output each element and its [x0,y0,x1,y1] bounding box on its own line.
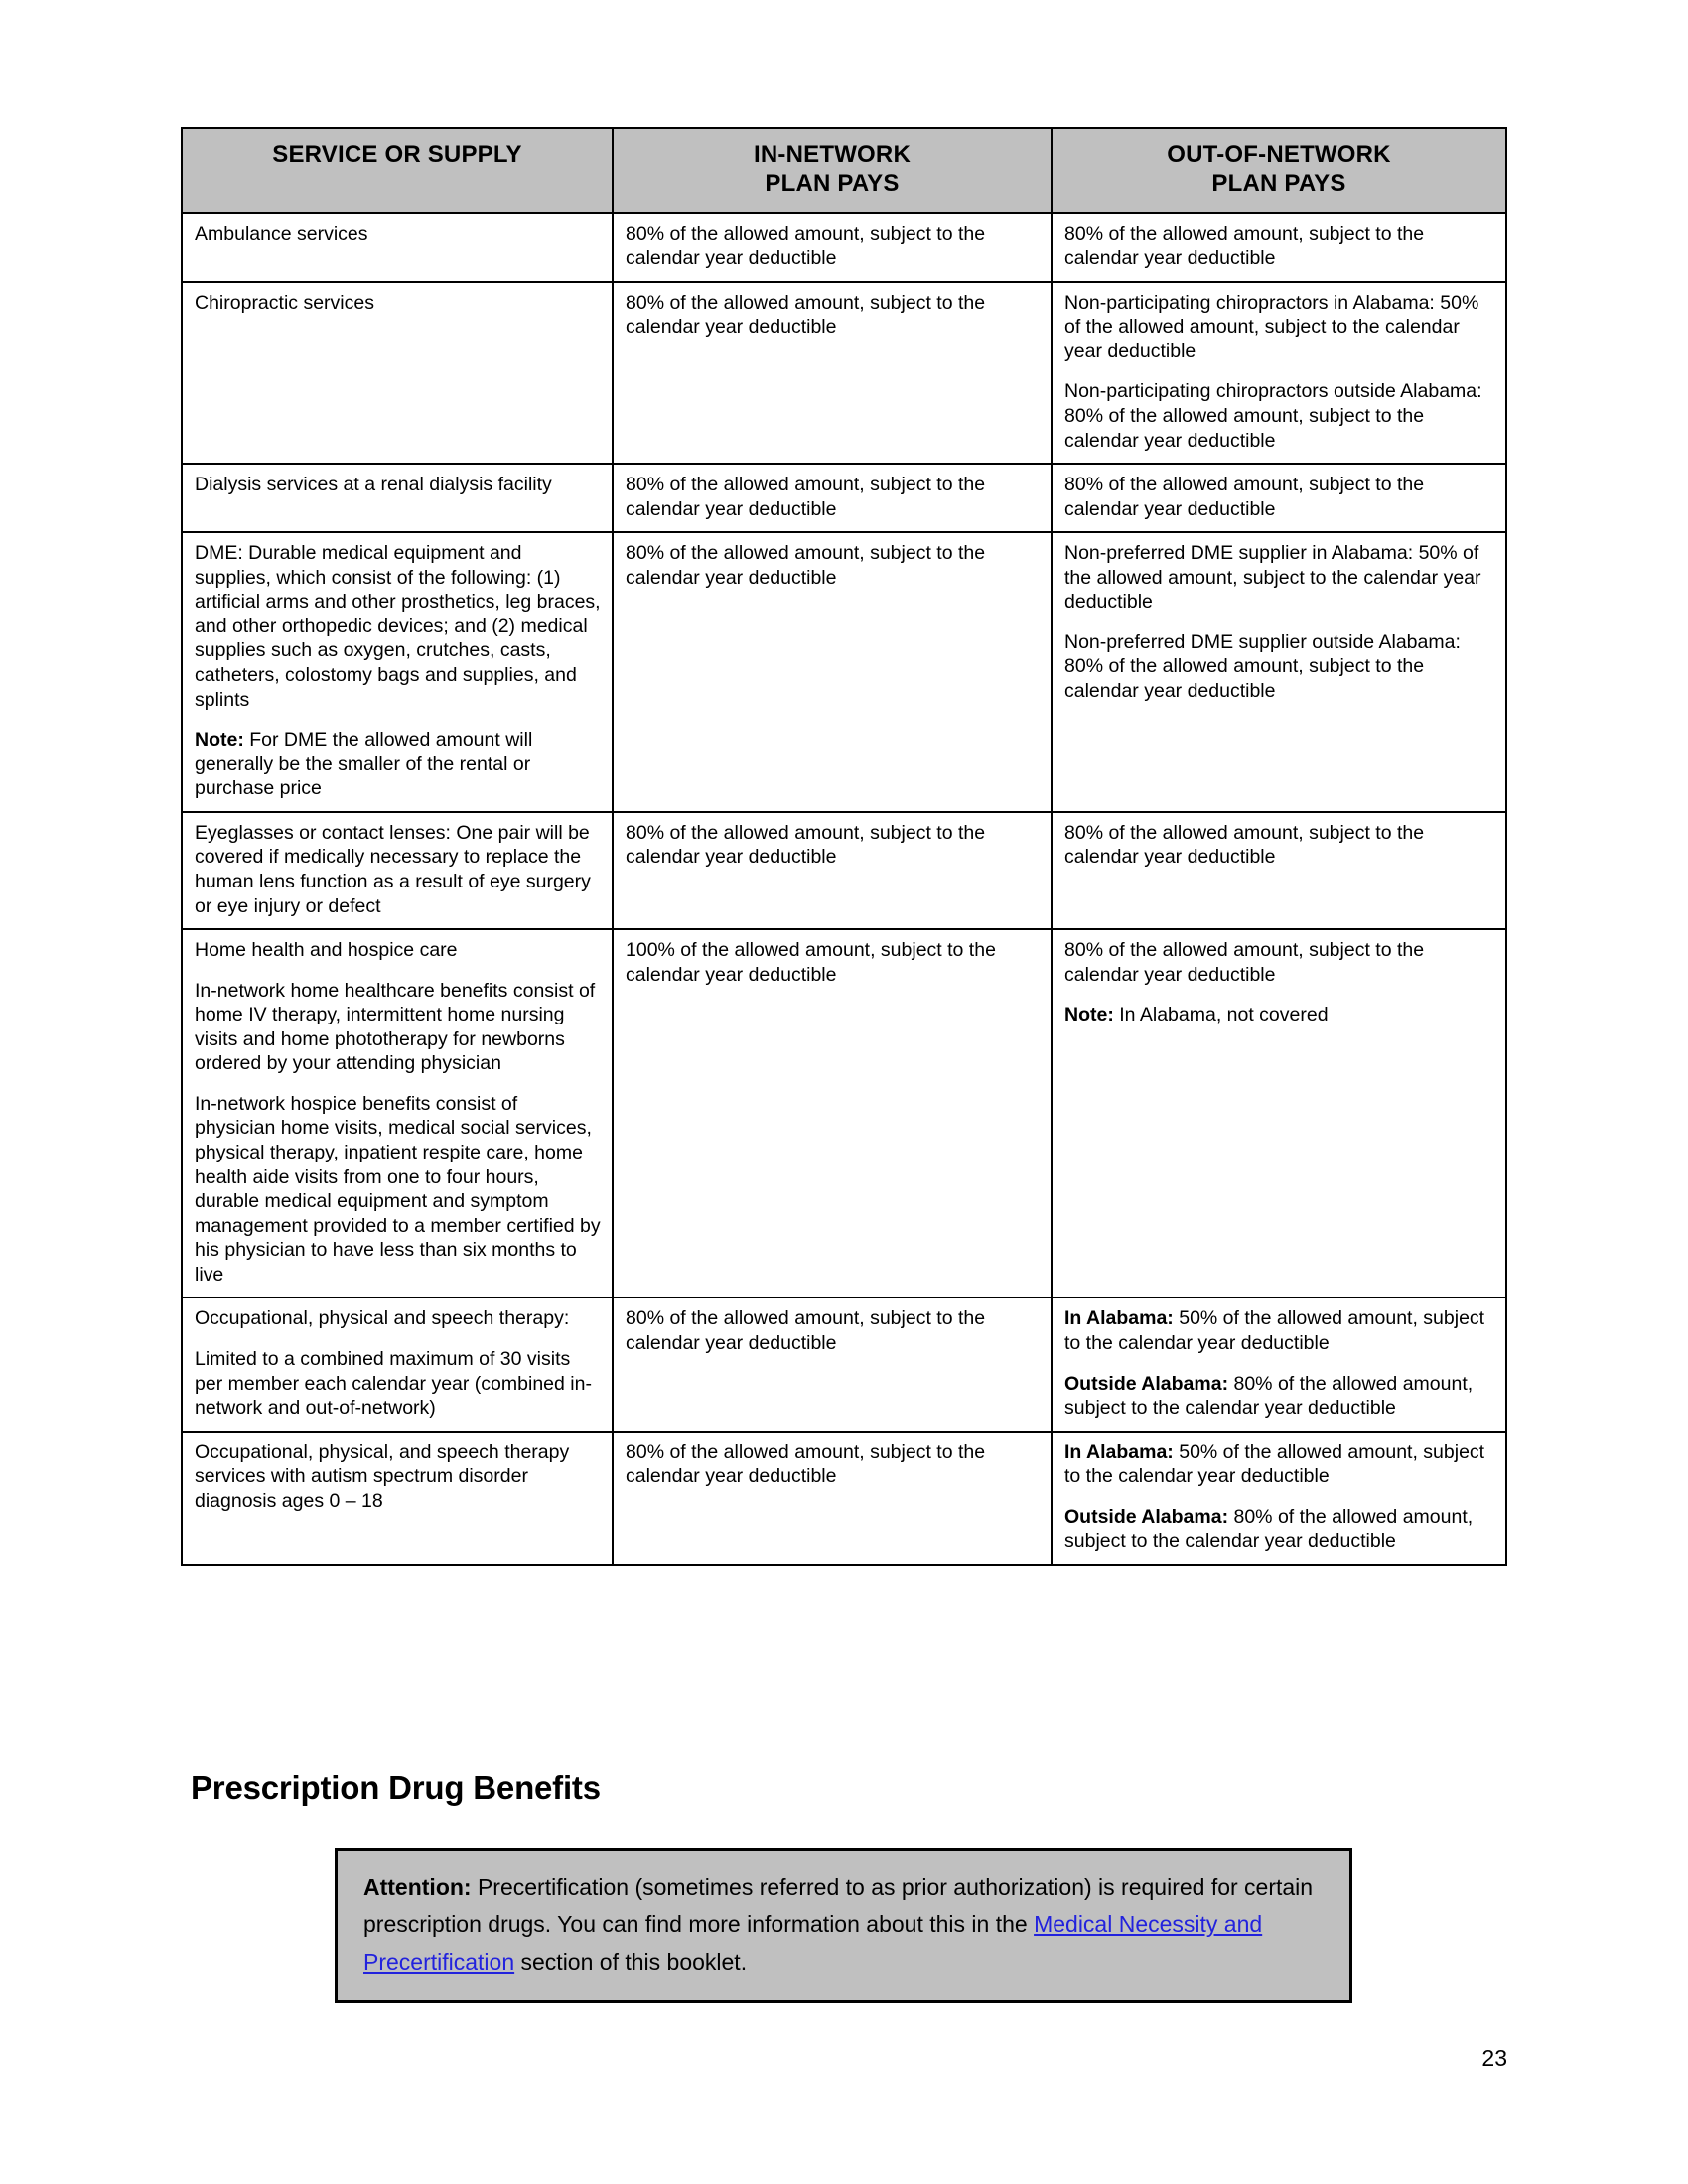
cell-out-of-network-plan-pays [1052,929,1506,1297]
cell-paragraph-text: Non-participating chiropractors in Alabama: 50% of the allowed amount, subject to the calendar year deductible [1064,291,1479,362]
attention-text [363,1869,1324,1980]
cell-in-network-plan-pays [613,812,1052,929]
cell-paragraph [1064,1003,1495,1027]
table-header [182,128,1506,213]
cell-service-or-supply [182,282,613,464]
cell-paragraph-text: Non-participating chiropractors outside Alabama: 80% of the allowed amount, subject to the calendar year deductible [1064,380,1482,452]
cell-paragraph-text: Limited to a combined maximum of 30 visits per member each calendar year (combined in-network and out-of-network) [195,1347,592,1420]
medical-necessity-precertification-link[interactable]: Medical Necessity and Precertification [363,1911,1263,1975]
cell-paragraph-text: In-network hospice benefits consist of physician home visits, medical social services, physical therapy, inpatient respite care, home health aide visits from one to four hours, durable medical equipment and symptom management provided to a member certified by his physician to have less than six months to live [195,1092,601,1286]
cell-paragraph-text: Ambulance services [195,222,368,245]
cell-paragraph [626,938,1041,987]
cell-paragraph [195,1092,602,1288]
cell-service-or-supply [182,213,613,282]
cell-service-or-supply [182,1432,613,1565]
table-header-row [182,128,1506,213]
attention-body-before-link: Precertification (sometimes referred to as prior authorization) is required for certain prescription drugs. You can find more information about this in the [363,1874,1314,1938]
table-row [182,1297,1506,1431]
table-row [182,213,1506,282]
cell-paragraph-label: In Alabama: [1064,1440,1174,1463]
cell-service-or-supply [182,929,613,1297]
table-row [182,464,1506,532]
cell-out-of-network-plan-pays [1052,213,1506,282]
table-row [182,812,1506,929]
cell-paragraph [1064,541,1495,614]
cell-paragraph [1064,630,1495,704]
cell-paragraph [195,728,602,801]
cell-paragraph [195,979,602,1076]
benefits-table [181,127,1507,1566]
cell-paragraph [1064,473,1495,521]
cell-service-or-supply [182,532,613,812]
table-row [182,532,1506,812]
cell-paragraph-label: Outside Alabama: [1064,1505,1229,1528]
column-header-out-of-network-line2: PLAN PAYS [1211,169,1346,197]
cell-paragraph-label: Outside Alabama: [1064,1372,1229,1395]
cell-paragraph-text: 80% of the allowed amount, subject to the calendar year deductible [626,291,986,339]
cell-paragraph [1064,1440,1495,1489]
cell-in-network-plan-pays [613,532,1052,812]
cell-paragraph-text: Non-preferred DME supplier in Alabama: 50% of the allowed amount, subject to the calendar year deductible [1064,542,1481,614]
cell-paragraph [1064,1372,1495,1421]
cell-in-network-plan-pays [613,1432,1052,1565]
cell-out-of-network-plan-pays [1052,464,1506,532]
cell-paragraph [1064,1306,1495,1355]
cell-paragraph-text: 80% of the allowed amount, subject to the calendar year deductible [626,542,986,589]
cell-paragraph-text: In Alabama, not covered [1113,1004,1329,1026]
cell-paragraph [195,938,602,963]
column-header-out-of-network-line1: OUT-OF-NETWORK [1167,141,1391,168]
cell-service-or-supply [182,812,613,929]
cell-paragraph [195,821,602,918]
cell-service-or-supply [182,464,613,532]
cell-paragraph [195,222,602,247]
cell-paragraph-text: Dialysis services at a renal dialysis facility [195,474,552,496]
cell-paragraph-text: 80% of the allowed amount, subject to the calendar year deductible [626,1440,986,1488]
cell-paragraph-text: Occupational, physical, and speech therapy services with autism spectrum disorder diagnosis ages 0 – 18 [195,1440,570,1512]
cell-paragraph-text: In-network home healthcare benefits consist of home IV therapy, intermittent home nursing visits and home phototherapy for newborns ordered by your attending physician [195,979,596,1075]
cell-out-of-network-plan-pays [1052,812,1506,929]
table-row [182,929,1506,1297]
cell-paragraph-text: 80% of the allowed amount, subject to the calendar year deductible [1064,1372,1474,1420]
page-title: Prescription Drug Benefits [191,1769,601,1806]
cell-paragraph-text: 80% of the allowed amount, subject to the calendar year deductible [626,222,986,270]
column-header-service: SERVICE OR SUPPLY [182,128,613,213]
cell-paragraph [1064,938,1495,987]
cell-paragraph-text: 80% of the allowed amount, subject to the calendar year deductible [626,821,986,869]
table-body [182,213,1506,1565]
cell-paragraph-text: 50% of the allowed amount, subject to the calendar year deductible [1064,1307,1485,1354]
cell-paragraph-label: Note: [1064,1004,1114,1026]
cell-paragraph-text: Home health and hospice care [195,939,458,962]
cell-paragraph-label: Note: [195,729,244,751]
cell-service-or-supply [182,1297,613,1431]
cell-paragraph [195,1440,602,1514]
cell-paragraph-text: 80% of the allowed amount, subject to the calendar year deductible [1064,1505,1474,1553]
cell-out-of-network-plan-pays [1052,282,1506,464]
cell-paragraph [1064,291,1495,364]
cell-paragraph-text: 80% of the allowed amount, subject to the calendar year deductible [626,474,986,520]
cell-paragraph [626,821,1041,870]
cell-paragraph-text: Eyeglasses or contact lenses: One pair will be covered if medically necessary to replace the human lens function as a result of eye surgery or eye injury or defect [195,821,591,917]
cell-in-network-plan-pays [613,282,1052,464]
cell-in-network-plan-pays [613,464,1052,532]
table-row [182,1432,1506,1565]
attention-callout-box [335,1848,1352,2003]
cell-paragraph-text: 50% of the allowed amount, subject to the calendar year deductible [1064,1440,1485,1488]
cell-paragraph [195,1347,602,1421]
cell-paragraph-text: 80% of the allowed amount, subject to the calendar year deductible [1064,474,1425,520]
cell-paragraph [1064,222,1495,271]
cell-paragraph-label: In Alabama: [1064,1307,1174,1330]
cell-paragraph-text: 80% of the allowed amount, subject to the calendar year deductible [1064,821,1425,869]
cell-paragraph [626,541,1041,590]
cell-in-network-plan-pays [613,213,1052,282]
cell-paragraph-text: 80% of the allowed amount, subject to the calendar year deductible [1064,222,1425,270]
cell-in-network-plan-pays [613,929,1052,1297]
cell-paragraph-text: For DME the allowed amount will generally be the smaller of the rental or purchase price [195,729,533,800]
cell-paragraph [195,1306,602,1331]
page-number: 23 [1481,2045,1507,2071]
cell-paragraph [195,473,602,497]
cell-paragraph-text: 100% of the allowed amount, subject to the calendar year deductible [626,939,996,986]
column-header-in-network [613,128,1052,213]
cell-in-network-plan-pays [613,1297,1052,1431]
column-header-out-of-network [1052,128,1506,213]
cell-paragraph [1064,379,1495,453]
cell-out-of-network-plan-pays [1052,1297,1506,1431]
cell-paragraph [626,291,1041,340]
cell-paragraph-text: 80% of the allowed amount, subject to the calendar year deductible [1064,939,1425,986]
cell-out-of-network-plan-pays [1052,532,1506,812]
cell-paragraph [626,473,1041,521]
cell-paragraph-text: Occupational, physical and speech therapy: [195,1307,570,1330]
table-row [182,282,1506,464]
cell-paragraph [1064,821,1495,870]
cell-paragraph [1064,1505,1495,1554]
column-header-in-network-line2: PLAN PAYS [765,169,900,197]
cell-paragraph [195,541,602,712]
cell-paragraph-text: Non-preferred DME supplier outside Alabama: 80% of the allowed amount, subject to the calendar year deductible [1064,630,1461,703]
cell-paragraph-text: DME: Durable medical equipment and supplies, which consist of the following: (1) artificial arms and other prosthetics, leg braces, and other orthopedic devices; and (2) medical supplies such as oxygen, crutches, casts, catheters, colostomy bags and supplies, and splints [195,542,601,711]
cell-out-of-network-plan-pays [1052,1432,1506,1565]
attention-body-after-link: section of this booklet. [514,1948,748,1975]
attention-label: Attention: [363,1874,472,1900]
cell-paragraph [626,1440,1041,1489]
cell-paragraph-text: Chiropractic services [195,291,374,314]
cell-paragraph [626,1306,1041,1355]
cell-paragraph [626,222,1041,271]
cell-paragraph [195,291,602,316]
column-header-in-network-line1: IN-NETWORK [754,141,911,168]
cell-paragraph-text: 80% of the allowed amount, subject to the calendar year deductible [626,1307,986,1354]
